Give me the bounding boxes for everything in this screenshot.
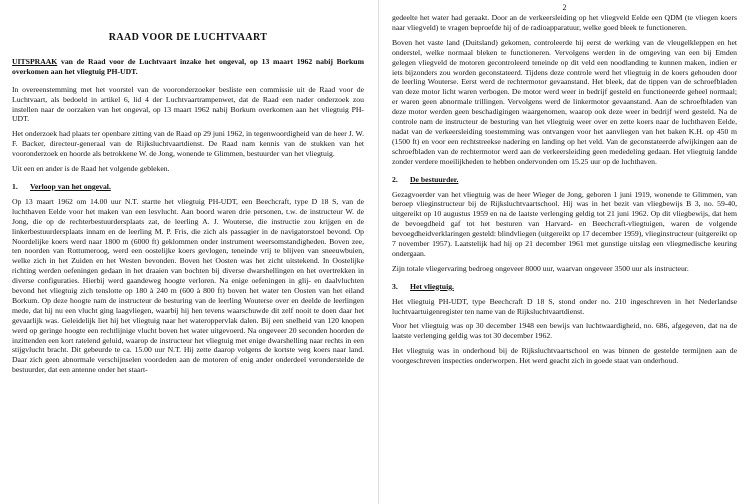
section-number: 1. bbox=[12, 181, 18, 191]
section-1-paragraph: Op 13 maart 1962 om 14.00 uur N.T. startte het vliegtuig PH-UDT, een Beechcraft, type D 18 S, van de luchthaven Eelde voor het maken van een lesvlucht. Aan boord waren drie personen, t.w. de instructeur W. de Jong, die op de rechterbestuurdersplaats zat, de leerling A. J. Wouterse, die instructie zou krijgen en de linkerbestuurdersplaats innam en de leerling M. P. Fris, die zich als passagier in de navigatorstoel bevond. Op Noordelijke koers werd naar 1800 m (6000 ft) geklommen onder instrument weersomstandigheden. Boven zee, ten noorden van Rottumeroog, werd een oostelijke koers gevlogen, teneinde vrij te blijven van sneeuwbuien, welke zich in het Zuiden en het Westen bevonden. Boven het Oosten was het zicht uitstekend. In Oostelijke richting werden oefeningen gedaan in het draaien van bochten bij diverse dwarshellingen en het overtrekken in diverse configuraties. Hierbij werd gaandeweg hoogte verloren. Na enige oefeningen in glij- en daalvluchten bevond het vliegtuig zich tenslotte op 180 à 240 m (600 à 800 ft) boven het water ten Oosten van het eiland Borkum. Op deze hoogte nam de instructeur de besturing van de leerling Wouterse over en deelde de leerlingen mede, dat hij nu een vlucht ging laagvliegen, waarbij hij hen tevens waarschuwde dit zelf nooit te doen daar het gevaarlijk was. Geleidelijk liet hij het vliegtuig naar het wateroppervlak dalen. Bij een snelheid van 120 knopen werd op geringe hoogte een rechtlijnige vlucht boven het water uitgevoerd. Na ongeveer 20 seconden hoorden de inzittenden een kort ratelend geluid, waarop de instructeur het vliegtuig met enige dwarshelling naar rechts in een stijgvlucht bracht. Dit gebeurde te ca. 15.00 uur N.T. Hij zette daarop volgens de kortste weg koers naar land. Daar zich geen abnormale verschijnselen voordeden aan de motoren of enig ander onderdeel veronderstelde de bestuurder, dat een antenne onder het staart- bbox=[12, 196, 364, 375]
airworthiness-paragraph: Voor het vliegtuig was op 30 december 1948 een bewijs van luchtwaardigheid, no. 686, afgegeven, dat na de laatste verlenging geldig was tot 30 december 1962. bbox=[392, 321, 737, 341]
continued-paragraph: gedeelte het water had geraakt. Door an de verkeersleiding op het vliegveld Eelde een QDM (te vliegen koers naar vliegveld) te vragen beproefde hij of de radioapparatuur, welke goed bleek te functioneren. bbox=[392, 13, 737, 32]
page-number: 2 bbox=[562, 3, 567, 12]
document-title: RAAD VOOR DE LUCHTVAART bbox=[108, 32, 268, 43]
engine-check-paragraph: Boven het vaste land (Duitsland) gekomen, controleerde hij eerst de werking van de vleugelkleppen en het onderstel, welke normaal bleken te functioneren. Vervolgens werden in de omgeving van een bij Emden gelegen vliegveld de motoren gecontroleerd teneinde op dit veld een noodlanding te kunnen maken, indien er iets bijzonders zou worden geconstateerd. Tijdens deze controle werd het vliegtuig in de koers gehouden door de leerling Wouterse. Eerst werd de rechtermotor gevaanstand. Het bleek, dat de tippen van de schroefbladen van deze motor licht waren verbogen. De motor werd weer in bedrijf gesteld en functioneerde geheel normaal; er waren geen abnormale trillingen. Vervolgens werd de linkermotor gevaanstand. Aan de schroefbladen van deze motor werden geen beschadigingen waargenomen, waarop ook deze weer in bedrijf werd gesteld. Na de controle nam de instructeur de besturing van het vliegtuig weer over en zette koers naar de luchthaven Eelde, nadat van de verkeersleiding toestemming was ontvangen voor het aanvliegen van het baken K.H. op 450 m (1500 ft) en voor een rechtstreekse nadering en landing op het veld. Van de geconstateerde afwijkingen aan de schroefbladen van de rechtermotor werd aan de verkeersleiding geen mededeling gedaan. Het vliegtuig landde zonder verdere moeilijkheden te hebben ondervonden om 15.25 uur op de luchthaven. bbox=[392, 37, 737, 166]
section-number: 3. bbox=[392, 281, 398, 291]
section-heading-2 bbox=[392, 175, 737, 185]
section-heading-1 bbox=[12, 182, 364, 192]
left-column bbox=[12, 0, 364, 504]
pilot-paragraph: Gezagvoerder van het vliegtuig was de heer Wieger de Jong, geboren 1 juni 1919, wonende te Glimmen, van beroep vlieginstructeur bij de Rijksluchtvaartschool. Hij was in het bezit van vliegbewijs B 3, no. 59-40, uitgereikt op 10 augustus 1959 en na de laatste verlenging geldig tot 21 juni 1962. Op dit vliegbewijs, dat hem de bevoegdheid gaf tot het besturen van Harvard- en Beechcraft-vliegtuigen, waren de volgende bevoegdheidverklaringen gesteld: blindvliegen (uitgereikt op 17 december 1959), vlieginstructeur (uitgereikt op 7 november 1957). Laatstelijk had hij op 21 december 1961 met gunstige uitslag een vliegmedische keuring ondergaan. bbox=[392, 189, 737, 258]
section-heading-3 bbox=[392, 282, 737, 292]
right-column bbox=[392, 0, 737, 504]
section-title: De bestuurder. bbox=[410, 174, 459, 184]
findings-paragraph: Uit een en ander is de Raad het volgende gebleken. bbox=[12, 164, 170, 174]
section-title: Het vliegtuig. bbox=[410, 281, 454, 291]
verdict-keyword: UITSPRAAK bbox=[12, 56, 58, 66]
column-divider bbox=[378, 0, 379, 504]
verdict-text: van de Raad voor de Luchtvaart inzake het ongeval, op 13 maart 1962 nabij Borkum overkomen aan het vliegtuig PH-UDT. bbox=[12, 56, 364, 76]
registration-paragraph: Het vliegtuig PH-UDT, type Beechcraft D 18 S, stond onder no. 210 ingeschreven in het Nederlandse luchtvaartuigenregister ten name van de Rijksluchtvaartdienst. bbox=[392, 296, 737, 316]
maintenance-paragraph: Het vliegtuig was in onderhoud bij de Rijksluchtvaartschool en was binnen de gestelde termijnen aan de voorgeschreven inspecties onderworpen. Het werd geacht zich in goede staat van onderhoud. bbox=[392, 346, 737, 366]
intro-paragraph: In overeenstemming met het voorstel van de vooronderzoeker besliste een commissie uit de Raad voor de Luchtvaart, als bedoeld in artikel 6, lid 4 der Luchtvaartrampenwet, dat de Raad een nader onderzoek zou instellen naar de oorzaken van het ongeval, op 13 maart 1962 nabij Borkum overkomen aan het vliegtuig PH-UDT. bbox=[12, 84, 364, 124]
experience-paragraph: Zijn totale vliegervaring bedroeg ongeveer 8000 uur, waarvan ongeveer 3500 uur als instructeur. bbox=[392, 263, 689, 273]
section-number: 2. bbox=[392, 174, 398, 184]
verdict-lead bbox=[12, 57, 364, 77]
section-title: Verloop van het ongeval. bbox=[30, 181, 111, 191]
hearing-paragraph: Het onderzoek had plaats ter openbare zitting van de Raad op 29 juni 1962, in tegenwoordigheid van de heer J. W. F. Backer, directeur-generaal van de Rijksluchtvaartdienst. De Raad nam kennis van de stukken van het vooronderzoek en hoorde als betrokkene W. de Jong, wonende te Glimmen, bestuurder van het vliegtuig. bbox=[12, 129, 364, 159]
